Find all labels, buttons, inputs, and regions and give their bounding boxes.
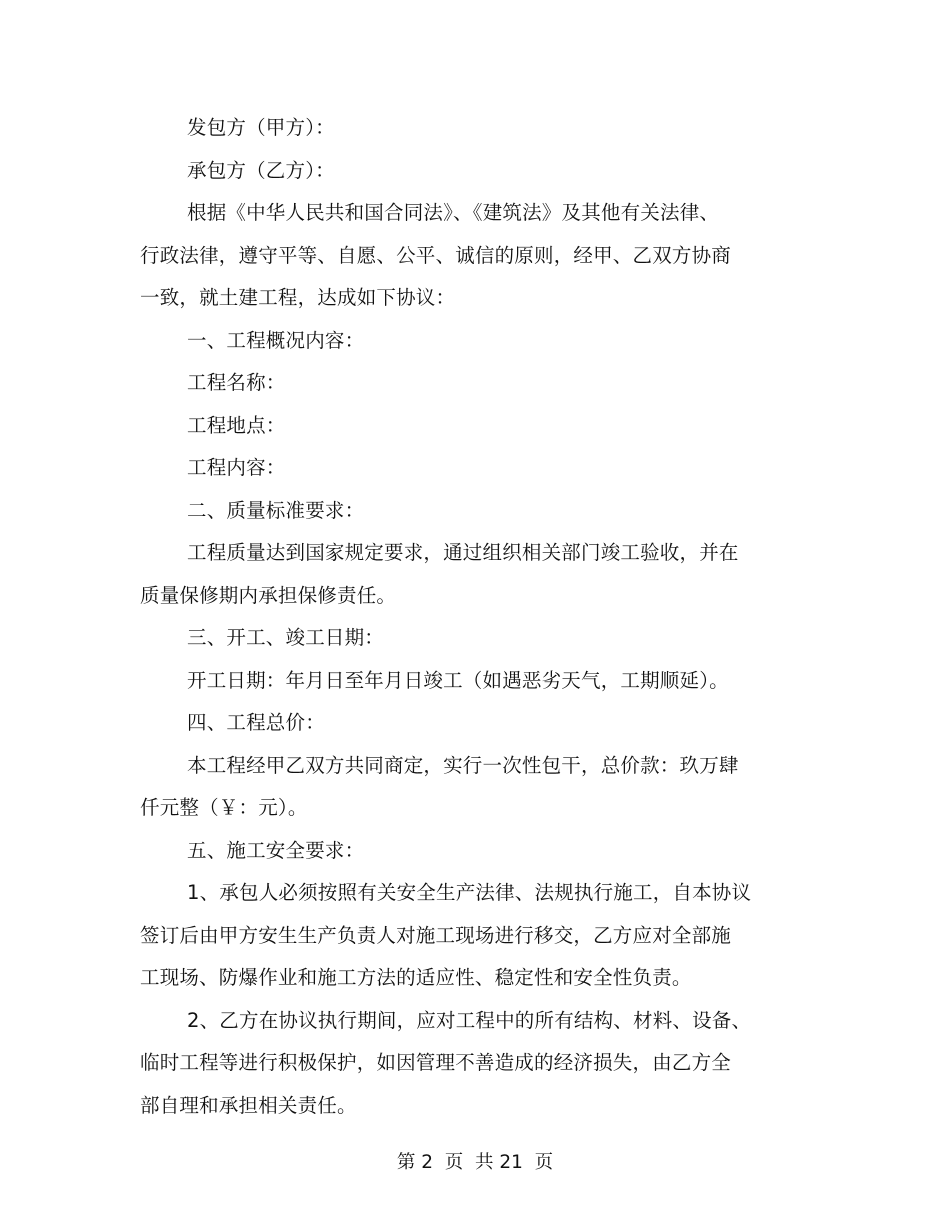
safety-item-1-line-1: 1、承包人必须按照有关安全生产法律、法规执行施工，自本协议 [187,881,752,904]
section-3-heading: 三、开工、竣工日期： [187,626,385,649]
party-a-line: 发包方（甲方）： [187,116,335,139]
safety-item-1-line-3: 工现场、防爆作业和施工方法的适应性、稳定性和安全性负责。 [140,966,692,989]
section-1-heading: 一、工程概况内容： [187,328,365,352]
safety-item-2-line-3: 部自理和承担相关责任。 [140,1093,357,1117]
project-content-line: 工程内容： [187,456,286,479]
price-line-1: 本工程经甲乙双方共同商定，实行一次性包干，总价款：玖万肆 [187,753,739,777]
section-5-heading: 五、施工安全要求： [187,838,365,862]
project-name-line: 工程名称： [187,371,286,394]
safety-item-1-line-2: 签订后由甲方安生生产负责人对施工现场进行移交，乙方应对全部施 [140,923,732,947]
quality-line-1: 工程质量达到国家规定要求，通过组织相关部门竣工验收，并在 [187,541,739,564]
schedule-line: 开工日期：年月日至年月日竣工（如遇恶劣天气，工期顺延）。 [187,668,729,692]
preamble-line-3: 一致，就土建工程，达成如下协议： [140,286,456,309]
party-b-line: 承包方（乙方）： [187,158,335,182]
project-location-line: 工程地点： [187,413,286,437]
page-number-footer: 第 2 页 共 21 页 [396,1152,554,1173]
preamble-line-2: 行政法律，遵守平等、自愿、公平、诚信的原则，经甲、乙双方协商 [140,243,732,267]
quality-line-2: 质量保修期内承担保修责任。 [140,583,397,607]
price-line-2: 仟元整（￥：元）。 [140,796,308,819]
document-body [140,107,770,1127]
safety-item-2-line-2: 临时工程等进行积极保护，如因管理不善造成的经济损失，由乙方全 [140,1051,732,1074]
section-4-heading: 四、工程总价： [187,711,325,734]
section-2-heading: 二、质量标准要求： [187,498,365,522]
preamble-line-1: 根据《中华人民共和国合同法》、《建筑法》及其他有关法律、 [187,201,720,224]
safety-item-2-line-1: 2、乙方在协议执行期间，应对工程中的所有结构、材料、设备、 [187,1008,752,1032]
